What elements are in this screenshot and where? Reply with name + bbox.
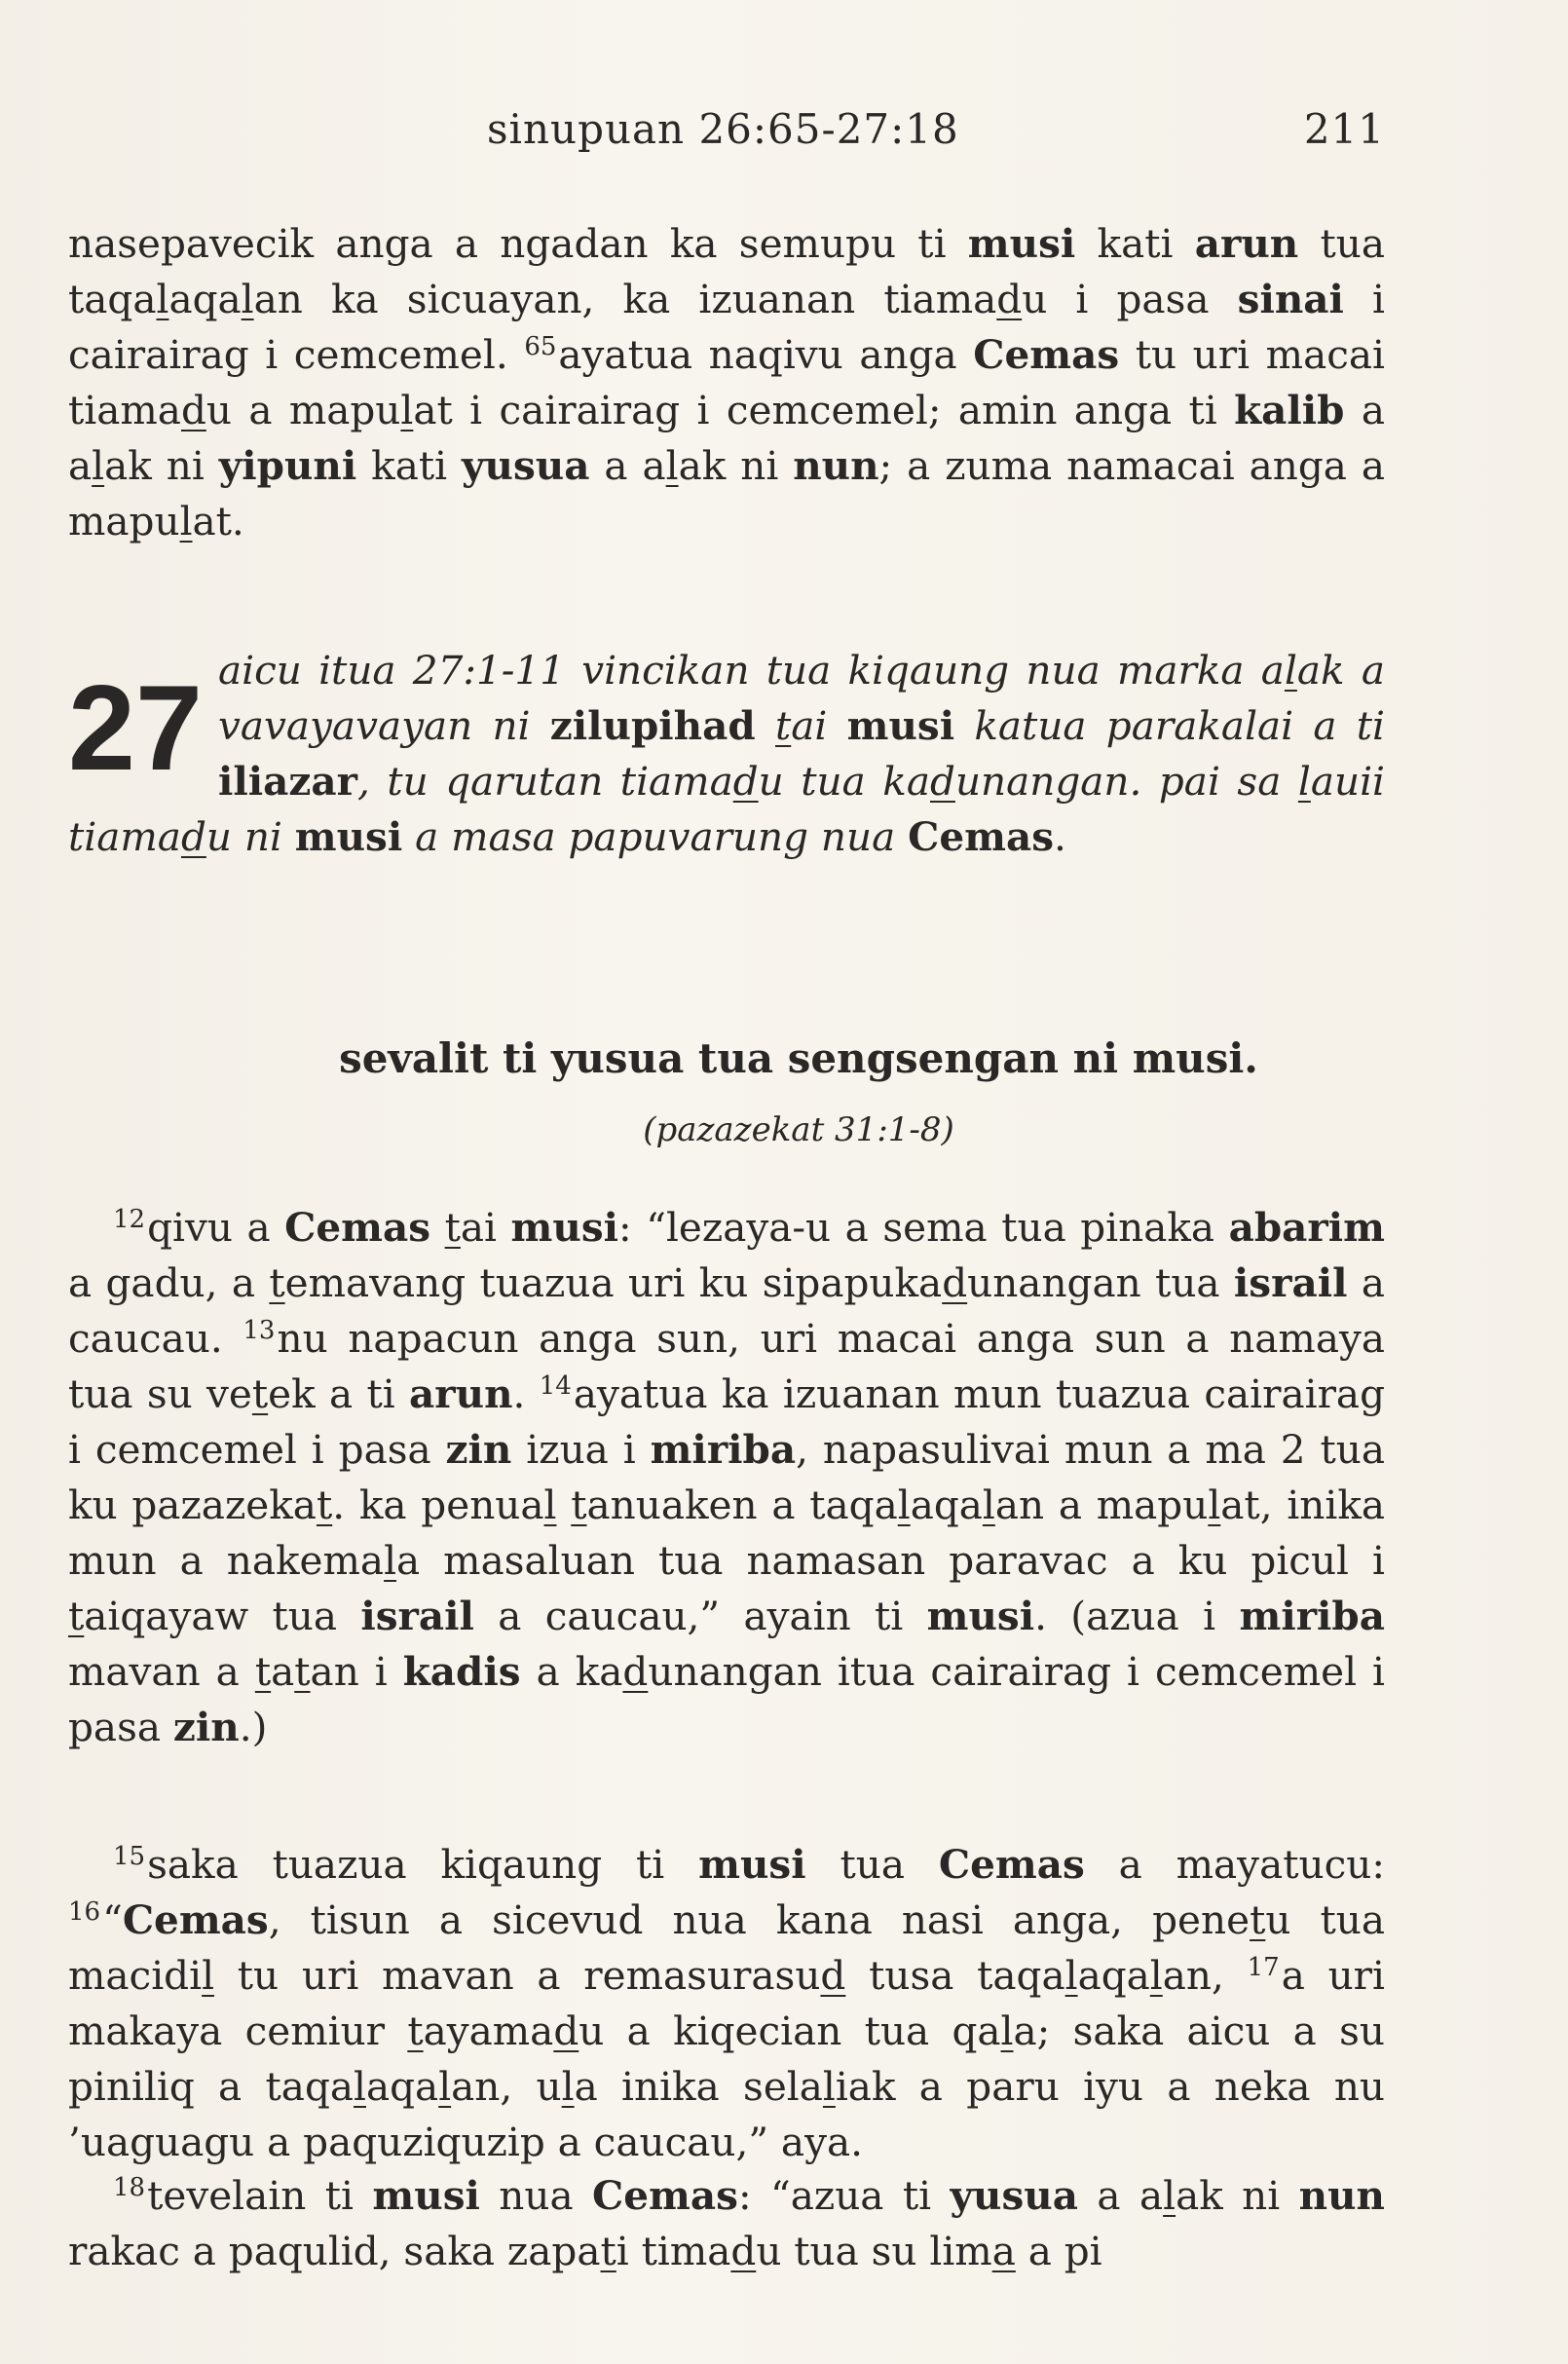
top-paragraph: nasepavecik anga a ngadan ka semupu ti musi kati arun tua taqalaqalan ka sicuayan, ka izuanan tiamadu i pasa sinai i cairairag i cemcemel. $^{65}$ayatua naqivu anga Cemas tu uri macai tiamadu a mapulat i cairairag i cemcemel; amin anga ti kalib a alak ni yipuni kati yusua a alak ni nun; a zuma namacai anga a mapulat.: [68, 220, 1385, 544]
verse-number: 14: [539, 1371, 572, 1401]
verses-15-17: $^{15}$saka tuazua kiqaung ti musi tua Cemas a mayatucu: $^{16}$“Cemas, tisun a sicevud nua kana nasi anga, penetu tua macidil tu uri mavan a remasurasud tusa taqalaqalan, $^{17}$a uri makaya cemiur tayamadu a kiqecian tua qala; saka aicu a su piniliq a taqalaqalan, ula inika selaliak a paru iyu a neka nu ’uaguagu a paquziquzip a caucau,” aya.: [68, 1841, 1386, 2165]
running-header: [68, 105, 1385, 164]
verse-number: 15: [113, 1842, 146, 1871]
header-title: sinupuan 26:65-27:18: [487, 105, 959, 153]
verse-number: 65: [524, 332, 557, 361]
verse-18: $^{18}$tevelain ti musi nua Cemas: “azua ti yusua a alak ni nun rakac a paqulid, saka zapati timadu tua su lima a pi: [68, 2172, 1385, 2274]
verse-number: 16: [68, 1897, 101, 1927]
verses-12-14: $^{12}$qivu a Cemas tai musi: “lezaya-u a sema tua pinaka abarim a gadu, a temavang tuazua uri ku sipapukadunangan tua israil a caucau. $^{13}$nu napacun anga sun, uri macai anga sun a namaya tua su vetek a ti arun. $^{14}$ayatua ka izuanan mun tuazua cairairag i cemcemel i pasa zin izua i miriba, napasulivai mun a ma 2 tua ku pazazekat. ka penual tanuaken a taqalaqalan a mapulat, inika mun a nakemala masaluan tua namasan paravac a ku picul i taiqayaw tua israil a caucau,” ayain ti musi. (azua i miriba mavan a tatan i kadis a kadunangan itua cairairag i cemcemel i pasa zin.): [68, 1204, 1386, 1750]
verse-number: 12: [113, 1205, 146, 1234]
section-heading: sevalit ti yusua tua sengsengan ni musi.: [339, 1034, 1258, 1082]
section-reference: (pazazekat 31:1-8): [643, 1110, 954, 1149]
chapter-number: 27: [68, 661, 203, 796]
chapter-summary: 27 aicu itua 27:1-11 vincikan tua kiqaung nua marka alak a vavayavayan ni zilupihad tai musi katua parakalai a ti iliazar, tu qarutan tiamadu tua kadunangan. pai sa lauii tiamadu ni musi a masa papuvarung nua Cemas.: [68, 647, 1386, 860]
page-number: 211: [1303, 105, 1385, 153]
verse-number: 17: [1247, 1953, 1280, 1982]
verse-number: 18: [113, 2173, 146, 2202]
verse-number: 13: [243, 1316, 276, 1345]
